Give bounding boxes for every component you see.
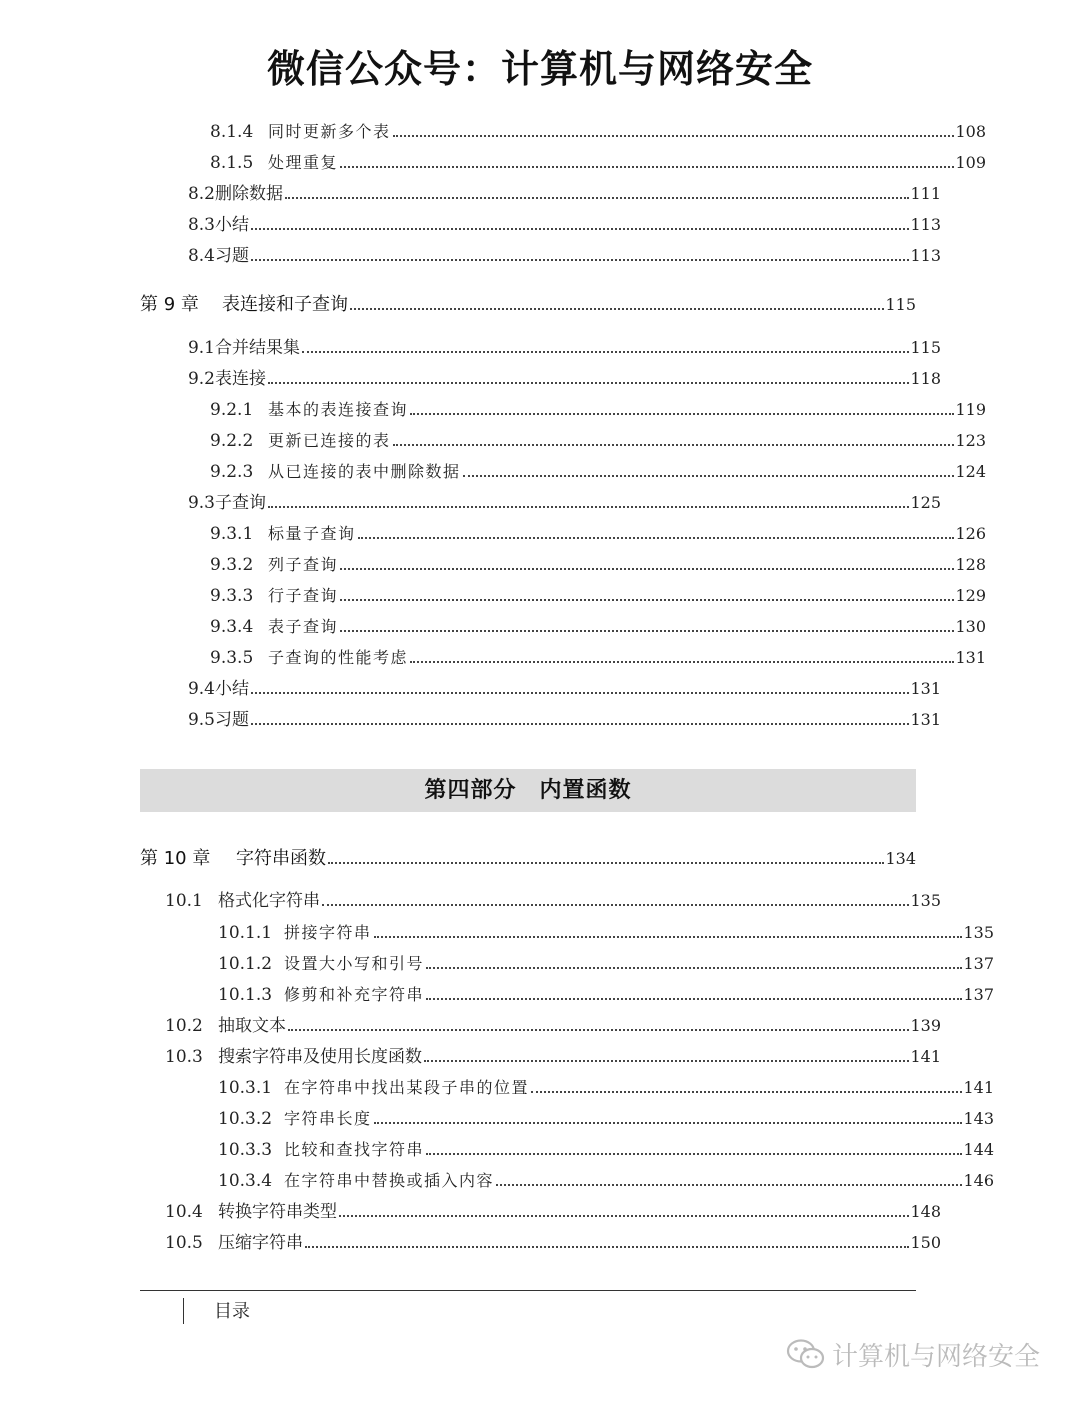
toc-entry-title: 处理重复 [268, 153, 339, 172]
toc-entry [140, 889, 941, 913]
toc-entry-number: 10.3.3 [218, 1140, 273, 1160]
toc-entry [140, 646, 986, 670]
toc-entry [140, 1231, 941, 1255]
toc-entry-title: 更新已连接的表 [268, 431, 391, 450]
toc-entry-number: 8.4 [187, 246, 215, 266]
toc-dot-leader [288, 1029, 909, 1031]
toc-entry [140, 952, 994, 976]
toc-entry-title: 抽取文本 [218, 1016, 286, 1036]
toc-entry [140, 213, 941, 237]
toc-entry [140, 120, 986, 144]
toc-entry-page: 137 [963, 954, 994, 973]
toc-entry-title: 小结 [215, 215, 249, 235]
toc-entry [140, 491, 941, 515]
toc-entry-title: 习题 [215, 246, 249, 266]
toc-entry-title: 习题 [215, 710, 249, 730]
toc-dot-leader [328, 862, 884, 864]
toc-entry-title: 行子查询 [268, 586, 339, 605]
toc-entry [140, 367, 941, 391]
toc-entry-title: 列子查询 [268, 555, 339, 574]
toc-entry [140, 921, 994, 945]
toc-entry [140, 1107, 994, 1131]
toc-entry-number: 9.2.2 [210, 431, 254, 451]
toc-entry-page: 115 [885, 295, 916, 314]
page-banner: 微信公众号：计算机与网络安全 [266, 47, 813, 91]
toc-entry-number: 9.3 [187, 493, 215, 513]
toc-entry-number: 10.1.3 [218, 985, 273, 1005]
toc-entry-title: 同时更新多个表 [268, 122, 391, 141]
toc-entry-page: 130 [955, 617, 986, 636]
toc-dot-leader [251, 692, 909, 694]
watermark [786, 1336, 1040, 1372]
toc-entry-page: 123 [955, 431, 986, 450]
toc-dot-leader [302, 351, 909, 353]
toc-entry [140, 398, 986, 422]
toc-dot-leader [463, 475, 955, 477]
toc-entry-page: 141 [910, 1047, 941, 1066]
toc-entry-number: 8.3 [187, 215, 215, 235]
toc-entry [140, 151, 986, 175]
toc-dot-leader [393, 135, 955, 137]
toc-entry-title: 从已连接的表中删除数据 [268, 462, 461, 481]
toc-entry-page: 126 [955, 524, 986, 543]
toc-entry-title: 字符串长度 [284, 1109, 372, 1128]
toc-entry-page: 134 [885, 849, 916, 868]
toc-entry-number: 10.1.2 [218, 954, 273, 974]
part-heading: 第四部分 内置函数 [140, 769, 916, 812]
toc-entry-number: 第 9 章 [140, 294, 199, 315]
toc-dot-leader [358, 537, 955, 539]
toc-entry [140, 615, 986, 639]
toc-entry-title: 标量子查询 [268, 524, 356, 543]
toc-entry-title: 字符串函数 [236, 848, 326, 869]
toc-dot-leader [424, 1060, 909, 1062]
wechat-icon [786, 1337, 826, 1371]
toc-dot-leader [350, 308, 884, 310]
toc-entry-number: 第 10 章 [140, 848, 211, 869]
toc-entry-title: 修剪和补充字符串 [284, 985, 425, 1004]
toc-dot-leader [374, 1122, 963, 1124]
toc-entry [140, 182, 941, 206]
toc-entry-page: 139 [910, 1016, 941, 1035]
toc-dot-leader [340, 630, 954, 632]
toc-dot-leader [268, 382, 909, 384]
toc-entry [140, 708, 941, 732]
toc-entry-page: 135 [910, 891, 941, 910]
toc-dot-leader [285, 197, 909, 199]
toc-entry [140, 677, 941, 701]
toc-entry-page: 131 [910, 679, 941, 698]
toc-entry-title: 压缩字符串 [218, 1233, 303, 1253]
toc-entry-page: 141 [963, 1078, 994, 1097]
toc-entry-page: 111 [910, 184, 941, 203]
toc-entry [140, 1200, 941, 1224]
toc-entry-number: 8.1.5 [210, 153, 254, 173]
toc-chapter-entry [140, 847, 916, 871]
toc-dot-leader [339, 1215, 909, 1217]
toc-entry [140, 1014, 941, 1038]
toc-entry-page: 119 [955, 400, 986, 419]
toc-entry-page: 109 [955, 153, 986, 172]
toc-dot-leader [410, 413, 954, 415]
toc-entry-title: 表连接和子查询 [222, 294, 348, 315]
toc-entry [140, 460, 986, 484]
toc-entry-number: 9.3.5 [210, 648, 254, 668]
toc-entry-title: 在字符串中找出某段子串的位置 [284, 1078, 530, 1097]
toc-entry-title: 拼接字符串 [284, 923, 372, 942]
toc-dot-leader [393, 444, 955, 446]
toc-entry-page: 115 [910, 338, 941, 357]
toc-entry-number: 10.3.4 [218, 1171, 273, 1191]
toc-entry-number: 9.3.3 [210, 586, 254, 606]
toc-entry-title: 设置大小写和引号 [284, 954, 425, 973]
toc-entry-title: 删除数据 [215, 184, 283, 204]
toc-dot-leader [268, 506, 909, 508]
toc-entry-page: 125 [910, 493, 941, 512]
toc-dot-leader [340, 568, 954, 570]
toc-entry-number: 9.3.1 [210, 524, 254, 544]
toc-entry-number: 10.3.2 [218, 1109, 273, 1129]
toc-dot-leader [251, 228, 909, 230]
toc-entry [140, 244, 941, 268]
toc-entry-page: 146 [963, 1171, 994, 1190]
toc-entry-page: 135 [963, 923, 994, 942]
toc-entry [140, 1138, 994, 1162]
toc-entry-number: 8.2 [187, 184, 215, 204]
toc-entry-page: 113 [910, 246, 941, 265]
toc-entry [140, 553, 986, 577]
toc-entry [140, 429, 986, 453]
toc-dot-leader [410, 661, 954, 663]
toc-entry-number: 10.1.1 [218, 923, 273, 943]
toc-chapter-entry [140, 293, 916, 317]
toc-dot-leader [340, 166, 954, 168]
toc-entry-number: 9.2.3 [210, 462, 254, 482]
toc-entry-title: 在字符串中替换或插入内容 [284, 1171, 495, 1190]
toc-entry [140, 1169, 994, 1193]
toc-entry-page: 108 [955, 122, 986, 141]
toc-entry-number: 9.2.1 [210, 400, 254, 420]
toc-entry-number: 10.5 [165, 1233, 203, 1253]
toc-entry-number: 9.4 [187, 679, 215, 699]
toc-entry-page: 124 [955, 462, 986, 481]
toc-entry-number: 9.3.4 [210, 617, 254, 637]
toc-entry [140, 336, 941, 360]
toc-entry [140, 1045, 941, 1069]
toc-entry-title: 小结 [215, 679, 249, 699]
toc-dot-leader [251, 259, 909, 261]
toc-dot-leader [426, 967, 962, 969]
toc-entry-number: 10.3 [165, 1047, 203, 1067]
toc-dot-leader [531, 1091, 962, 1093]
toc-entry-page: 113 [910, 215, 941, 234]
toc-entry-title: 基本的表连接查询 [268, 400, 409, 419]
toc-entry-title: 搜索字符串及使用长度函数 [218, 1047, 422, 1067]
toc-entry-page: 150 [910, 1233, 941, 1252]
toc-entry-title: 表子查询 [268, 617, 339, 636]
toc-dot-leader [340, 599, 954, 601]
toc-entry-number: 9.1 [187, 338, 215, 358]
toc-dot-leader [251, 723, 909, 725]
toc-entry-number: 10.1 [165, 891, 203, 911]
toc-dot-leader [426, 1153, 962, 1155]
toc-entry-page: 118 [910, 369, 941, 388]
toc-entry-title: 子查询 [215, 493, 266, 513]
toc-entry-page: 144 [963, 1140, 994, 1159]
toc-entry-number: 9.2 [187, 369, 215, 389]
toc-entry-title: 子查询的性能考虑 [268, 648, 409, 667]
toc-entry-number: 9.3.2 [210, 555, 254, 575]
toc-entry-page: 131 [910, 710, 941, 729]
footer-label: 目录 [183, 1298, 250, 1324]
footer-divider [140, 1290, 916, 1291]
toc-entry-page: 131 [955, 648, 986, 667]
toc-entry-page: 137 [963, 985, 994, 1004]
toc-entry-page: 129 [955, 586, 986, 605]
toc-dot-leader [305, 1246, 909, 1248]
toc-dot-leader [496, 1184, 962, 1186]
toc-entry-number: 10.4 [165, 1202, 203, 1222]
toc-entry-title: 格式化字符串 [218, 891, 320, 911]
toc-entry-number: 9.5 [187, 710, 215, 730]
toc-entry [140, 983, 994, 1007]
toc-entry-page: 128 [955, 555, 986, 574]
toc-entry [140, 522, 986, 546]
toc-entry-title: 合并结果集 [215, 338, 300, 358]
toc-entry-number: 10.2 [165, 1016, 203, 1036]
toc-entry-number: 10.3.1 [218, 1078, 273, 1098]
toc-entry [140, 584, 986, 608]
toc-entry-number: 8.1.4 [210, 122, 254, 142]
toc-dot-leader [322, 904, 909, 906]
toc-entry-title: 比较和查找字符串 [284, 1140, 425, 1159]
toc-entry-page: 148 [910, 1202, 941, 1221]
toc-dot-leader [426, 998, 962, 1000]
watermark-text: 计算机与网络安全 [832, 1341, 1041, 1372]
toc-dot-leader [374, 936, 963, 938]
toc-entry [140, 1076, 994, 1100]
toc-entry-title: 表连接 [215, 369, 266, 389]
toc-entry-page: 143 [963, 1109, 994, 1128]
toc-entry-title: 转换字符串类型 [218, 1202, 337, 1222]
